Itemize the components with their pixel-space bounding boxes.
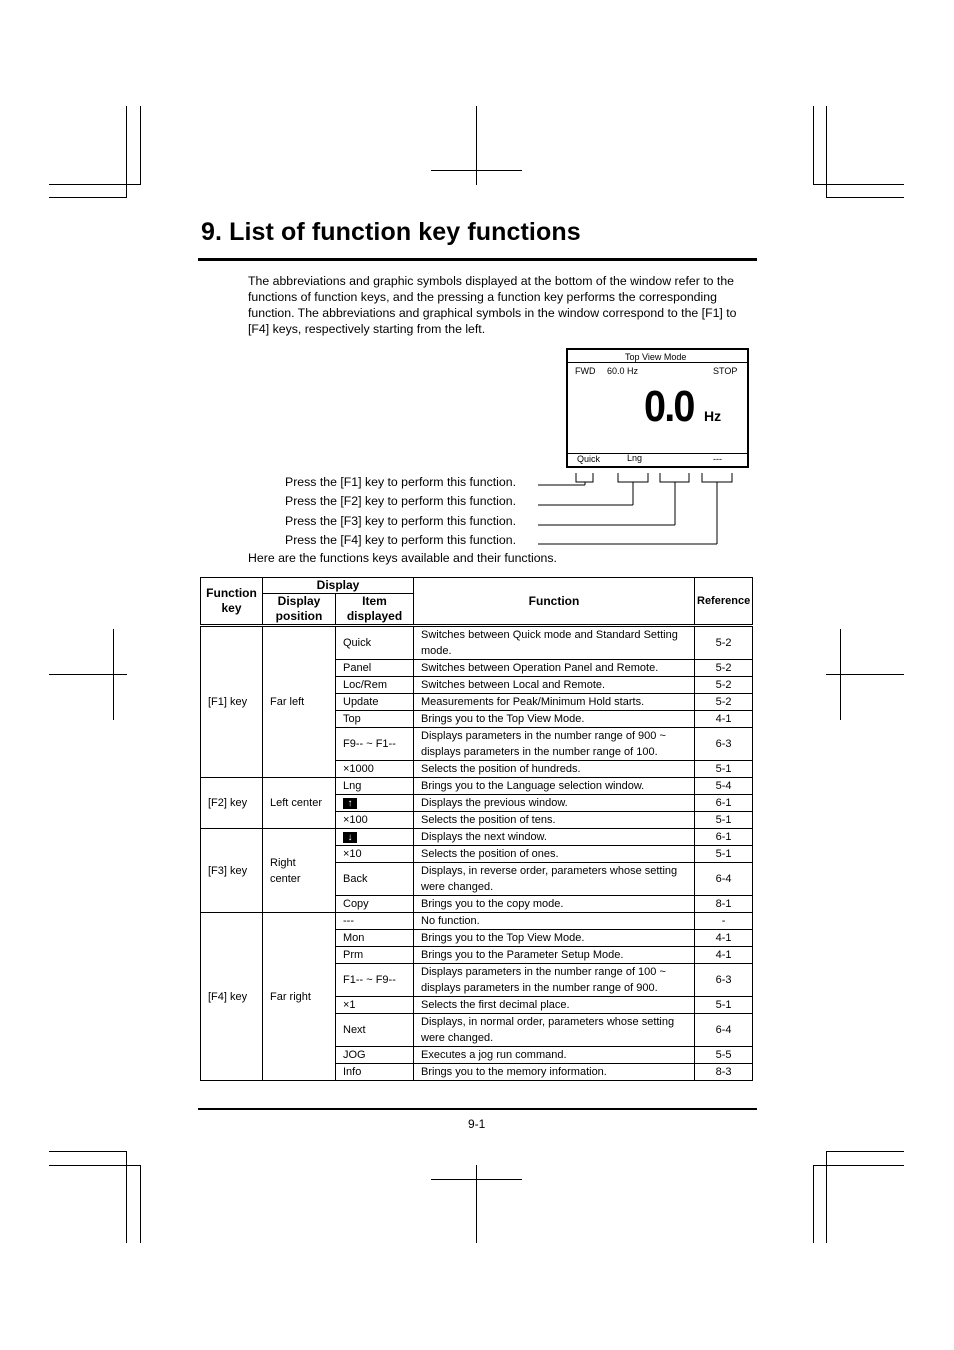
header-reference: Reference <box>695 578 753 626</box>
ref-cell: 5-1 <box>695 997 753 1014</box>
lcd-f1-label: Quick <box>577 454 601 464</box>
ref-cell: 6-1 <box>695 829 753 846</box>
press-f4-text: Press the [F4] key to perform this function. <box>285 533 517 547</box>
item-cell: Copy <box>336 896 414 913</box>
function-cell: Switches between Quick mode and Standard Setting mode. <box>414 626 695 660</box>
key-cell: [F1] key <box>201 626 263 778</box>
function-key-table <box>200 577 753 1081</box>
lcd-f2-label: Lng <box>627 453 643 463</box>
table-row <box>201 778 753 795</box>
function-cell: Selects the first decimal place. <box>414 997 695 1014</box>
item-cell: Panel <box>336 660 414 677</box>
table-row <box>201 829 753 846</box>
ref-cell: 4-1 <box>695 947 753 964</box>
ref-cell: 6-3 <box>695 728 753 761</box>
function-cell: Brings you to the memory information. <box>414 1064 695 1081</box>
item-cell: ×1000 <box>336 761 414 778</box>
item-cell: Quick <box>336 626 414 660</box>
item-cell: F9-- ~ F1-- <box>336 728 414 761</box>
function-cell: Switches between Operation Panel and Remote. <box>414 660 695 677</box>
ref-cell: 6-1 <box>695 795 753 812</box>
function-cell: No function. <box>414 913 695 930</box>
title-rule <box>198 258 757 261</box>
function-cell: Brings you to the copy mode. <box>414 896 695 913</box>
lcd-unit: Hz <box>704 408 722 424</box>
ref-cell: 5-2 <box>695 626 753 660</box>
function-cell: Displays, in reverse order, parameters whose setting were changed. <box>414 863 695 896</box>
up-arrow-icon: ↑ <box>343 798 357 809</box>
function-cell: Brings you to the Language selection window. <box>414 778 695 795</box>
header-function: Function <box>414 578 695 626</box>
intro-paragraph: The abbreviations and graphic symbols displayed at the bottom of the window refer to the functions of function keys, and the pressing a function key performs the corresponding function. The abbreviations and graphical symbols in the window correspond to the [F1] to [F4] keys, respectively starting from the left. <box>248 274 737 336</box>
ref-cell: 4-1 <box>695 711 753 728</box>
item-cell: Lng <box>336 778 414 795</box>
table-row <box>201 626 753 660</box>
ref-cell: 4-1 <box>695 930 753 947</box>
ref-cell: 6-3 <box>695 964 753 997</box>
function-cell: Selects the position of tens. <box>414 812 695 829</box>
ref-cell: 5-4 <box>695 778 753 795</box>
function-cell: Brings you to the Parameter Setup Mode. <box>414 947 695 964</box>
ref-cell: 5-2 <box>695 677 753 694</box>
function-cell: Executes a jog run command. <box>414 1047 695 1064</box>
item-cell: JOG <box>336 1047 414 1064</box>
table-header-row <box>201 578 753 594</box>
page-number: 9-1 <box>468 1117 486 1131</box>
header-item-displayed: Item displayed <box>336 594 414 626</box>
header-display-position: Display position <box>263 594 336 626</box>
function-cell: Brings you to the Top View Mode. <box>414 930 695 947</box>
function-cell: Displays parameters in the number range of 900 ~ displays parameters in the number range of 100. <box>414 728 695 761</box>
function-cell: Brings you to the Top View Mode. <box>414 711 695 728</box>
function-cell: Measurements for Peak/Minimum Hold starts. <box>414 694 695 711</box>
press-f2-text: Press the [F2] key to perform this function. <box>285 494 517 508</box>
lcd-direction: FWD <box>575 366 596 376</box>
key-leader-lines <box>530 468 750 550</box>
item-cell: ×1 <box>336 997 414 1014</box>
item-cell: F1-- ~ F9-- <box>336 964 414 997</box>
header-function-key: Function key <box>201 578 263 626</box>
table-row <box>201 913 753 930</box>
item-cell: Loc/Rem <box>336 677 414 694</box>
ref-cell: 5-1 <box>695 812 753 829</box>
key-cell: [F3] key <box>201 829 263 913</box>
press-f1-text: Press the [F1] key to perform this function. <box>285 475 517 489</box>
item-cell: Prm <box>336 947 414 964</box>
function-cell: Selects the position of hundreds. <box>414 761 695 778</box>
ref-cell: 8-3 <box>695 1064 753 1081</box>
item-cell: Next <box>336 1014 414 1047</box>
position-cell: Right center <box>263 829 336 913</box>
lcd-status: STOP <box>713 366 738 376</box>
lcd-frequency: 60.0 Hz <box>607 366 639 376</box>
header-display: Display <box>263 578 414 594</box>
item-cell: Back <box>336 863 414 896</box>
function-cell: Displays parameters in the number range of 100 ~ displays parameters in the number range of 900. <box>414 964 695 997</box>
item-cell <box>336 829 414 846</box>
position-cell: Left center <box>263 778 336 829</box>
ref-cell: 8-1 <box>695 896 753 913</box>
down-arrow-icon: ↓ <box>343 832 357 843</box>
item-cell <box>336 795 414 812</box>
lcd-display <box>566 348 749 468</box>
item-cell: Info <box>336 1064 414 1081</box>
item-cell: Top <box>336 711 414 728</box>
page-title: 9. List of function key functions <box>201 218 581 246</box>
position-cell: Far left <box>263 626 336 778</box>
lcd-f4-label: --- <box>713 454 722 464</box>
item-cell: Mon <box>336 930 414 947</box>
lcd-value: 0.0 <box>644 382 694 431</box>
ref-cell: - <box>695 913 753 930</box>
ref-cell: 6-4 <box>695 1014 753 1047</box>
function-cell: Displays, in normal order, parameters whose setting were changed. <box>414 1014 695 1047</box>
item-cell: ×100 <box>336 812 414 829</box>
item-cell: --- <box>336 913 414 930</box>
press-f3-text: Press the [F3] key to perform this function. <box>285 514 517 528</box>
ref-cell: 5-2 <box>695 694 753 711</box>
item-cell: Update <box>336 694 414 711</box>
lcd-mode-label: Top View Mode <box>625 352 687 362</box>
available-keys-text: Here are the functions keys available and their functions. <box>248 551 557 565</box>
position-cell: Far right <box>263 913 336 1081</box>
ref-cell: 5-2 <box>695 660 753 677</box>
function-cell: Selects the position of ones. <box>414 846 695 863</box>
function-cell: Displays the next window. <box>414 829 695 846</box>
footer-rule <box>198 1108 757 1110</box>
function-cell: Displays the previous window. <box>414 795 695 812</box>
ref-cell: 5-5 <box>695 1047 753 1064</box>
ref-cell: 6-4 <box>695 863 753 896</box>
ref-cell: 5-1 <box>695 846 753 863</box>
ref-cell: 5-1 <box>695 761 753 778</box>
item-cell: ×10 <box>336 846 414 863</box>
lcd-divider <box>568 362 747 363</box>
key-cell: [F2] key <box>201 778 263 829</box>
function-cell: Switches between Local and Remote. <box>414 677 695 694</box>
key-cell: [F4] key <box>201 913 263 1081</box>
